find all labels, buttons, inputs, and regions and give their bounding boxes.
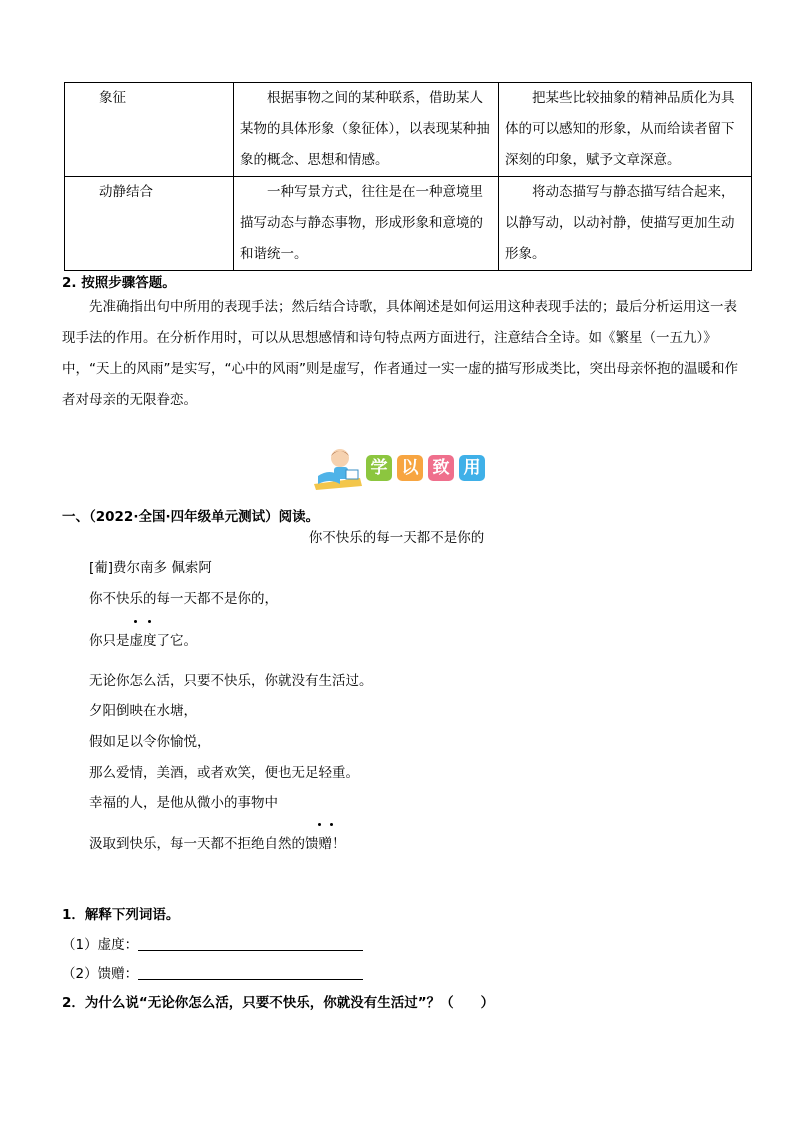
poem-line: 假如足以令你愉悦， [89,734,211,750]
emphasis-dot [330,823,333,826]
definition-cell: 根据事物之间的某种联系，借助某人某物的具体形象（象征体），以表现某种抽象的概念、思想和情感。 [234,83,499,177]
banner-char: 致 [428,455,454,481]
answer-blank[interactable] [138,936,363,951]
poem-line: 夕阳倒映在水塘， [89,703,197,719]
answer-blank[interactable] [138,965,363,980]
poem-line: 那么爱情，美酒，或者欢笑，便也无足轻重。 [89,765,359,781]
poem-line: 幸福的人，是他从微小的事物中 [89,795,278,811]
effect-cell: 将动态描写与静态描写结合起来，以静写动，以动衬静，使描写更加生动形象。 [499,177,752,271]
question-1-heading: 1．解释下列词语。 [62,907,180,923]
poem-line: 你只是虚度了它。 [89,633,197,649]
definition-cell: 一种写景方式，往往是在一种意境里描写动态与静态事物，形成形象和意境的和谐统一。 [234,177,499,271]
banner-char: 学 [366,455,392,481]
table-row [65,177,752,271]
poem-title: 你不快乐的每一天都不是你的 [308,530,485,546]
table-row [65,83,752,177]
exercise-heading: 一、（2022·全国·四年级单元测试）阅读。 [62,509,320,525]
poem-line: 无论你怎么活，只要不快乐，你就没有生活过。 [89,673,373,689]
banner-char: 用 [459,455,485,481]
section-heading: 2. 按照步骤答题。 [62,275,176,291]
emphasis-dot [134,620,137,623]
term-cell: 动静结合 [65,177,234,271]
poem-line: 汲取到快乐，每一天都不拒绝自然的馈赠！ [89,836,346,852]
banner-char: 以 [397,455,423,481]
student-reading-icon [310,446,366,490]
techniques-table [64,82,752,271]
poem-author: [葡]费尔南多 佩索阿 [89,560,212,576]
term-cell: 象征 [65,83,234,177]
emphasis-dot [318,823,321,826]
question-2: 2．为什么说“无论你怎么活，只要不快乐，你就没有生活过”？（ ） [62,995,495,1011]
effect-cell: 把某些比较抽象的精神品质化为具体的可以感知的形象，从而给读者留下深刻的印象，赋予文章深意。 [499,83,752,177]
question-1-item [62,962,363,982]
question-1-item-label: （2）馈赠： [62,966,139,982]
question-1-item [62,933,363,953]
banner [310,446,490,490]
section-body: 先准确指出句中所用的表现手法；然后结合诗歌，具体阐述是如何运用这种表现手法的；最后分析运用这一表现手法的作用。在分析作用时，可以从思想感情和诗句特点两方面进行，注意结合全诗。如《繁星（一五九）》中，“天上的风雨”是实写，“心中的风雨”则是虚写，作者通过一实一虚的描写形成类比，突出母亲怀抱的温暖和作者对母亲的无限眷恋。 [62,299,738,408]
emphasis-dot [148,620,151,623]
poem-line: 你不快乐的每一天都不是你的， [89,591,278,607]
question-1-item-label: （1）虚度： [62,937,139,953]
